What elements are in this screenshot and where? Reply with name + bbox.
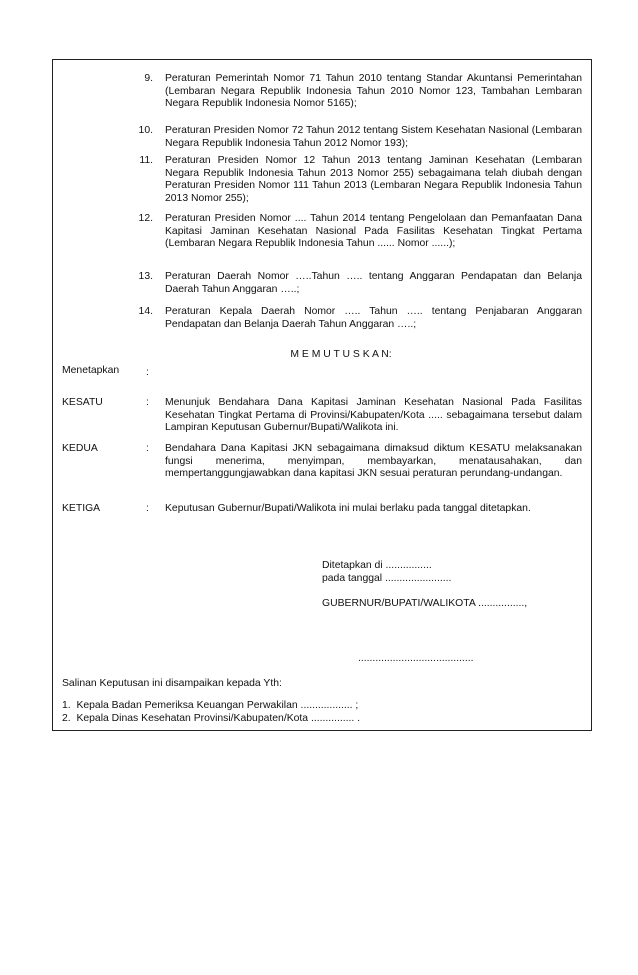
- regulation-number: 14.: [138, 306, 153, 317]
- dictum-text: Bendahara Dana Kapitasi JKN sebagaimana dimaksud diktum KESATU melaksanakan fungsi menerima, menyimpan, membayarkan, menatausahakan, dan mempertanggungjawabkan dana kapitasi JKN sesuai peraturan perundang-undangan.: [165, 443, 582, 480]
- memutuskan-heading: M E M U T U S K A N:: [290, 349, 392, 360]
- dictum-text: Menunjuk Bendahara Dana Kapitasi Jaminan Kesehatan Nasional Pada Fasilitas Kesehatan Tingkat Pertama di Provinsi/Kabupaten/Kota ..... sebagaimana tersebut dalam Lampiran Keputusan Gubernur/Bupati/Walikota ini.: [165, 397, 582, 434]
- regulation-text: Peraturan Kepala Daerah Nomor ….. Tahun ….. tentang Penjabaran Anggaran Pendapatan dan Belanja Daerah Tahun Anggaran …..;: [165, 306, 582, 330]
- dictum-colon: :: [146, 443, 149, 454]
- salinan-item: 1. Kepala Badan Pemeriksa Keuangan Perwakilan .................. ;: [62, 700, 359, 711]
- salinan-item: 2. Kepala Dinas Kesehatan Provinsi/Kabupaten/Kota ............... .: [62, 713, 361, 724]
- dictum-text: Keputusan Gubernur/Bupati/Walikota ini mulai berlaku pada tanggal ditetapkan.: [165, 503, 531, 514]
- ditetapkan-place: Ditetapkan di ................: [322, 560, 432, 571]
- regulation-text: Peraturan Presiden Nomor 12 Tahun 2013 tentang Jaminan Kesehatan (Lembaran Negara Republik Indonesia Tahun 2013 Nomor 255) sebagaimana telah diubah dengan Peraturan Presiden Nomor 111 Tahun 2013 (Lembaran Negara Republik Indonesia Tahun 2013 Nomor 255);: [165, 155, 582, 204]
- ditetapkan-date: pada tanggal .......................: [322, 573, 452, 584]
- document-frame: [52, 59, 592, 731]
- regulation-text: Peraturan Daerah Nomor …..Tahun ….. tentang Anggaran Pendapatan dan Belanja Daerah Tahun Anggaran …..;: [165, 271, 582, 295]
- regulation-text: Peraturan Presiden Nomor 72 Tahun 2012 tentang Sistem Kesehatan Nasional (Lembaran Negara Republik Indonesia Tahun 2012 Nomor 193);: [165, 125, 582, 149]
- regulation-number: 13.: [138, 271, 153, 282]
- salinan-intro: Salinan Keputusan ini disampaikan kepada Yth:: [62, 678, 282, 689]
- regulation-number: 10.: [138, 125, 153, 136]
- regulation-text: Peraturan Presiden Nomor .... Tahun 2014 tentang Pengelolaan dan Pemanfaatan Dana Kapitasi Jaminan Kesehatan Nasional Pada Fasilitas Kesehatan Tingkat Pertama (Lembaran Negara Republik Indonesia Tahun ...... Nomor ......);: [165, 213, 582, 250]
- dictum-label: KEDUA: [62, 443, 98, 454]
- dictum-label: KESATU: [62, 397, 103, 408]
- official-title: GUBERNUR/BUPATI/WALIKOTA ................,: [322, 598, 528, 609]
- menetapkan-colon: :: [146, 367, 149, 378]
- regulation-number: 9.: [144, 73, 153, 84]
- dictum-label: KETIGA: [62, 503, 101, 514]
- regulation-text: Peraturan Pemerintah Nomor 71 Tahun 2010 tentang Standar Akuntansi Pemerintahan (Lembaran Negara Republik Indonesia Tahun 2010 Nomor 123, Tambahan Lembaran Negara Republik Indonesia Nomor 5165);: [165, 73, 582, 110]
- regulation-number: 11.: [139, 155, 153, 166]
- regulation-number: 12.: [138, 213, 153, 224]
- dictum-colon: :: [146, 503, 149, 514]
- signatory-name-line: ........................................: [358, 653, 474, 664]
- dictum-colon: :: [146, 397, 149, 408]
- menetapkan-label: Menetapkan: [62, 365, 120, 376]
